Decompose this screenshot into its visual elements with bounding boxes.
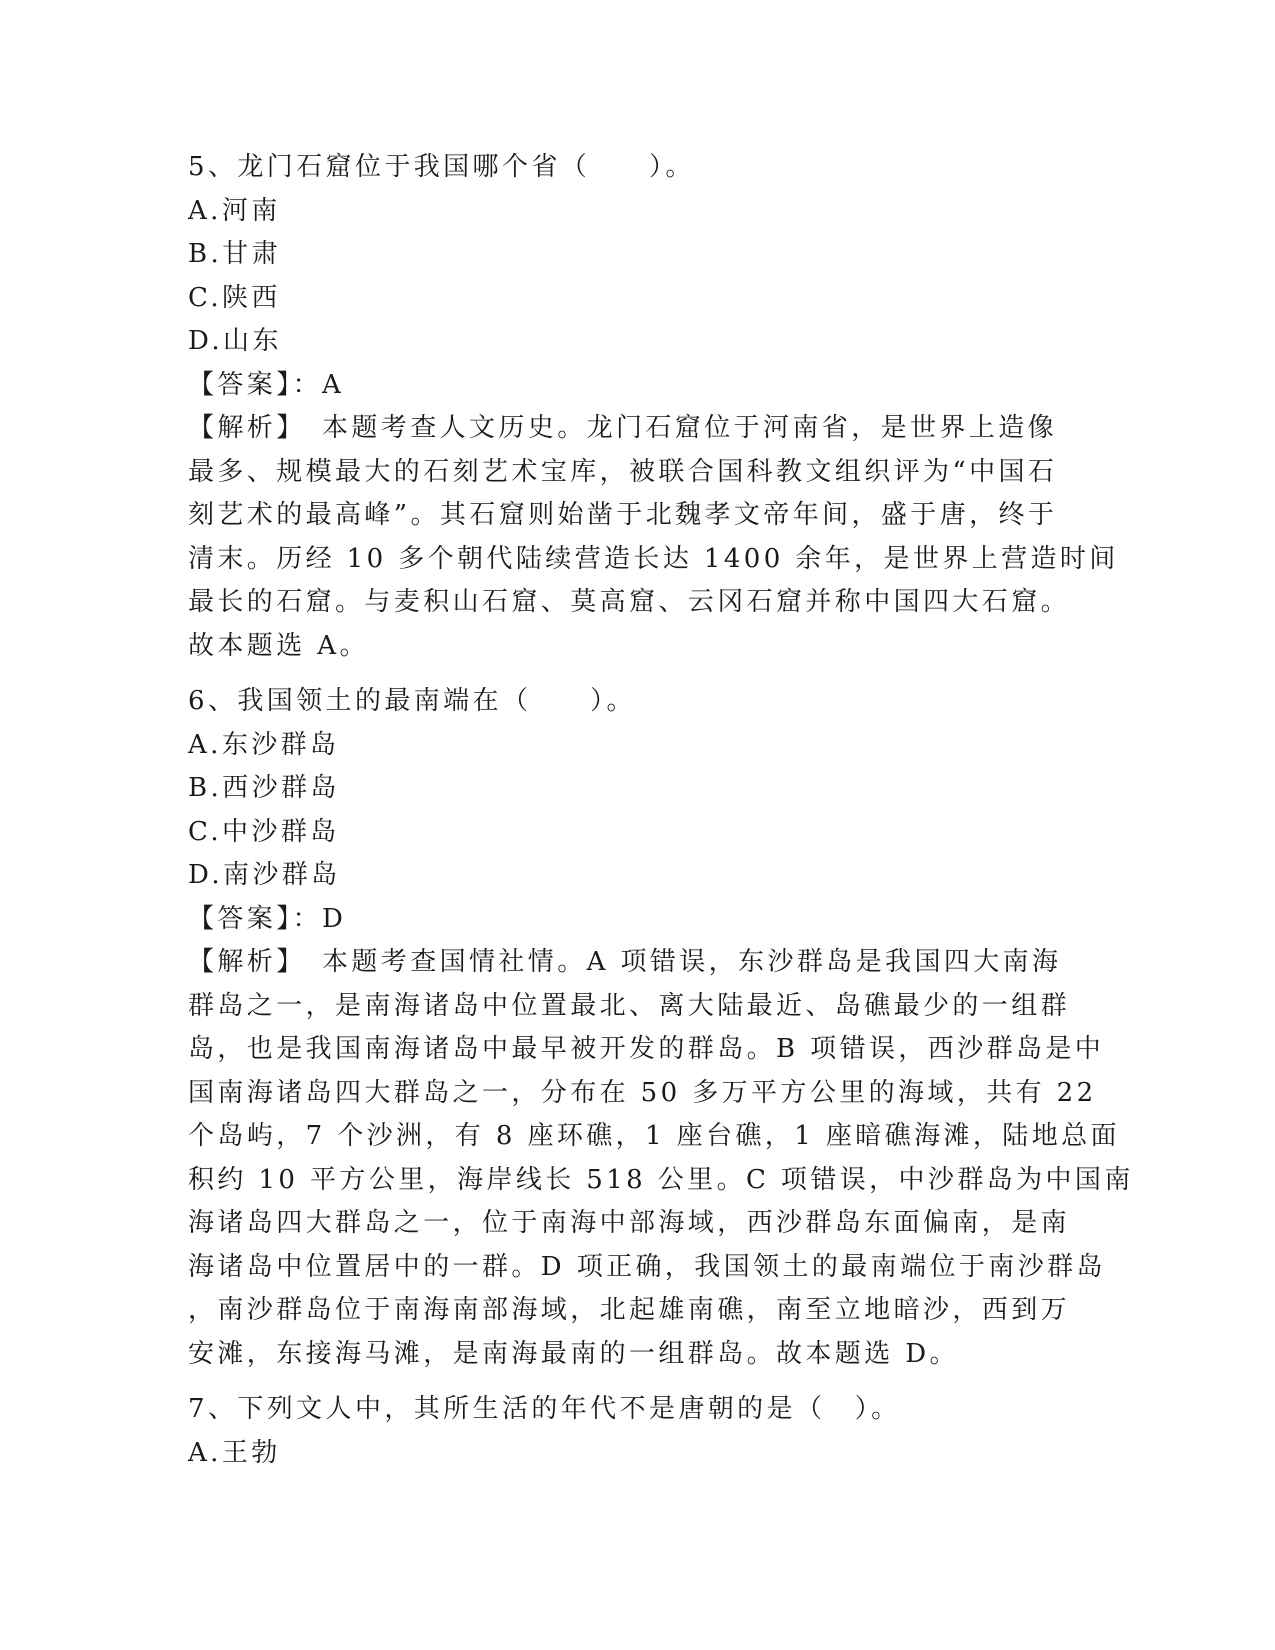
option-c: C.中沙群岛 — [188, 816, 340, 847]
analysis-line: 岛，也是我国南海诸岛中最早被开发的群岛。B 项错误，西沙群岛是中 — [188, 1034, 1105, 1064]
analysis-line: 最多、规模最大的石刻艺术宝库，被联合国科教文组织评为“中国石 — [188, 456, 1058, 487]
analysis — [188, 941, 1134, 1376]
option-d: D.山东 — [188, 326, 282, 356]
analysis-line: 海诸岛中位置居中的一群。D 项正确，我国领土的最南端位于南沙群岛 — [188, 1251, 1106, 1282]
answer: 【答案】：D — [188, 903, 347, 934]
analysis-line: ，南沙群岛位于南海南部海域，北起雄南礁，南至立地暗沙，西到万 — [188, 1295, 1071, 1325]
analysis-line: 【解析】 本题考查国情社情。A 项错误，东沙群岛是我国四大南海 — [188, 947, 1062, 977]
option-b: B.西沙群岛 — [188, 773, 340, 803]
option-d: D.南沙群岛 — [188, 860, 341, 890]
option-a: A.河南 — [188, 195, 281, 226]
option-b: B.甘肃 — [188, 239, 281, 269]
question-7 — [188, 1388, 1088, 1475]
analysis-line: 最长的石窟。与麦积山石窟、莫高窟、云冈石窟并称中国四大石窟。 — [188, 587, 1071, 617]
analysis-line: 清末。历经 10 多个朝代陆续营造长达 1400 余年，是世界上营造时间 — [188, 543, 1119, 574]
analysis-line: 刻艺术的最高峰”。其石窟则始凿于北魏孝文帝年间，盛于唐，终于 — [188, 500, 1058, 530]
analysis-line: 安滩，东接海马滩，是南海最南的一组群岛。故本题选 D。 — [188, 1338, 959, 1369]
question-5 — [188, 146, 1119, 668]
option-a: A.东沙群岛 — [188, 729, 340, 760]
analysis — [188, 407, 1119, 668]
question-stem: 7、下列文人中，其所生活的年代不是唐朝的是（ ）。 — [188, 1394, 901, 1424]
analysis-line: 国南海诸岛四大群岛之一，分布在 50 多万平方公里的海域，共有 22 — [188, 1077, 1097, 1108]
analysis-line: 【解析】 本题考查人文历史。龙门石窟位于河南省，是世界上造像 — [188, 413, 1058, 443]
analysis-line: 故本题选 A。 — [188, 630, 369, 661]
analysis-line: 积约 10 平方公里，海岸线长 518 公里。C 项错误，中沙群岛为中国南 — [188, 1164, 1134, 1195]
analysis-line: 个岛屿，7 个沙洲，有 8 座环礁，1 座台礁，1 座暗礁海滩，陆地总面 — [188, 1121, 1120, 1151]
document-page — [188, 146, 1134, 1475]
answer: 【答案】：A — [188, 369, 345, 400]
analysis-line: 群岛之一，是南海诸岛中位置最北、离大陆最近、岛礁最少的一组群 — [188, 990, 1071, 1021]
question-stem: 5、龙门石窟位于我国哪个省（ ）。 — [188, 152, 695, 182]
option-a: A.王勃 — [188, 1437, 281, 1468]
option-c: C.陕西 — [188, 282, 281, 313]
question-6 — [188, 680, 1134, 1376]
question-stem: 6、我国领土的最南端在（ ）。 — [188, 686, 636, 716]
analysis-line: 海诸岛四大群岛之一，位于南海中部海域，西沙群岛东面偏南，是南 — [188, 1208, 1071, 1238]
